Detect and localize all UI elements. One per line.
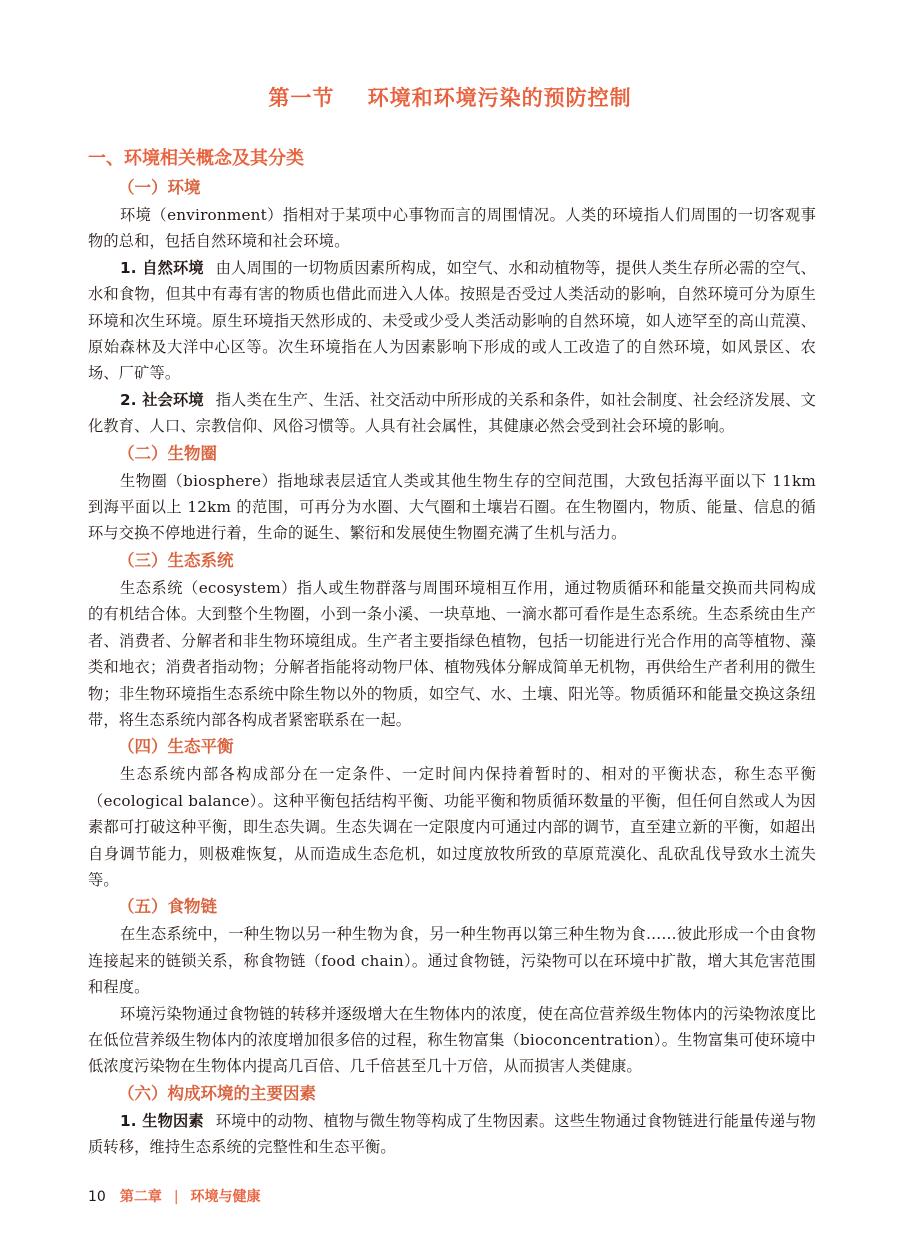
term-label: 2. 社会环境 xyxy=(120,390,204,409)
page-footer xyxy=(88,1186,261,1206)
paragraph xyxy=(88,575,816,733)
subsection-ecosystem xyxy=(88,547,816,733)
paragraph xyxy=(88,1001,816,1080)
subsection-title: （六）构成环境的主要因素 xyxy=(118,1083,316,1103)
footer-separator: | xyxy=(173,1189,179,1205)
paragraph-text: 生态系统内部各构成部分在一定条件、一定时间内保持着暂时的、相对的平衡状态，称生态平衡（ecological balance）。这种平衡包括结构平衡、功能平衡和物质循环数量的平衡，但任何自然或人为因素都可打破这种平衡，即生态失调。生态失调在一定限度内可通过内部的调节，直至建立新的平衡，如超出自身调节能力，则极难恢复，从而造成生态危机，如过度放牧所致的草原荒漠化、乱砍乱伐导致水土流失等。 xyxy=(88,765,816,889)
paragraph-text: 指人类在生产、生活、社交活动中所形成的关系和条件，如社会制度、社会经济发展、文化教育、人口、宗教信仰、风俗习惯等。人具有社会属性，其健康必然会受到社会环境的影响。 xyxy=(88,390,816,436)
paragraph xyxy=(88,921,816,1000)
paragraph-text: 环境污染物通过食物链的转移并逐级增大在生物体内的浓度，使在高位营养级生物体内的污染物浓度比在低位营养级生物体内的浓度增加很多倍的过程，称生物富集（bioconcentration）。生物富集可使环境中低浓度污染物在生物体内提高几百倍、几千倍甚至几十万倍，从而损害人类健康。 xyxy=(88,1004,816,1076)
paragraph-text: 生态系统（ecosystem）指人或生物群落与周围环境相互作用，通过物质循环和能量交换而共同构成的有机结合体。大到整个生物圈，小到一条小溪、一块草地、一滴水都可看作是生态系统。生态系统由生产者、消费者、分解者和非生物环境组成。生产者主要指绿色植物，包括一切能进行光合作用的高等植物、藻类和地衣；消费者指动物；分解者指能将动物尸体、植物残体分解成简单无机物，再供给生产者利用的微生物；非生物环境指生态系统中除生物以外的物质，如空气、水、土壤、阳光等。物质循环和能量交换这条纽带，将生态系统内部各构成者紧密联系在一起。 xyxy=(88,578,816,729)
paragraph xyxy=(88,387,816,440)
subsection-title: （四）生态平衡 xyxy=(118,737,234,757)
term-label: 1. 生物因素 xyxy=(120,1111,204,1130)
paragraph xyxy=(88,202,816,255)
paragraph-text: 由人周围的一切物质因素所构成，如空气、水和动植物等，提供人类生存所必需的空气、水和食物，但其中有毒有害的物质也借此而进入人体。按照是否受过人类活动的影响，自然环境可分为原生环境和次生环境。原生环境指天然形成的、未受或少受人类活动影响的自然环境，如人迹罕至的高山荒漠、原始森林及大洋中心区等。次生环境指在人为因素影响下形成的或人工改造了的自然环境，如风景区、农场、厂矿等。 xyxy=(88,258,816,383)
subsection-food-chain xyxy=(88,893,816,1079)
subsection-title: （二）生物圈 xyxy=(118,443,217,463)
subsection-title: （五）食物链 xyxy=(118,897,217,917)
subsection-environment-factors xyxy=(88,1080,816,1161)
body-text xyxy=(88,174,816,1161)
paragraph-text: 在生态系统中，一种生物以另一种生物为食，另一种生物再以第三种生物为食……彼此形成一个由食物连接起来的链锁关系，称食物链（food chain）。通过食物链，污染物可以在环境中扩散，增大其危害范围和程度。 xyxy=(88,925,816,997)
subsection-title: （三）生态系统 xyxy=(118,550,234,570)
paragraph xyxy=(88,761,816,893)
subsection-environment xyxy=(88,174,816,440)
paragraph-text: 环境中的动物、植物与微生物等构成了生物因素。这些生物通过食物链进行能量传递与物质转移，维持生态系统的完整性和生态平衡。 xyxy=(88,1111,816,1157)
chapter-label: 第二章 xyxy=(119,1189,162,1205)
heading-level-1: 一、环境相关概念及其分类 xyxy=(88,148,304,169)
subsection-title: （一）环境 xyxy=(118,178,201,197)
paragraph xyxy=(88,1108,816,1161)
page-number: 10 xyxy=(88,1189,106,1205)
chapter-title: 环境与健康 xyxy=(190,1189,261,1205)
paragraph xyxy=(88,255,816,387)
paragraph xyxy=(88,468,816,547)
paragraph-text: 生物圈（biosphere）指地球表层适宜人类或其他生物生存的空间范围，大致包括海平面以下 11km 到海平面以上 12km 的范围，可再分为水圈、大气圈和土壤岩石圈。在生物圈内，物质、能量、信息的循环与交换不停地进行着，生命的诞生、繁衍和发展使生物圈充满了生机与活力。 xyxy=(88,471,816,543)
paragraph-text: 环境（environment）指相对于某项中心事物而言的周围情况。人类的环境指人们周围的一切客观事物的总和，包括自然环境和社会环境。 xyxy=(88,206,816,251)
term-label: 1. 自然环境 xyxy=(120,258,204,277)
subsection-ecological-balance xyxy=(88,733,816,893)
section-title: 第一节 环境和环境污染的预防控制 xyxy=(268,86,632,110)
subsection-biosphere xyxy=(88,440,816,547)
